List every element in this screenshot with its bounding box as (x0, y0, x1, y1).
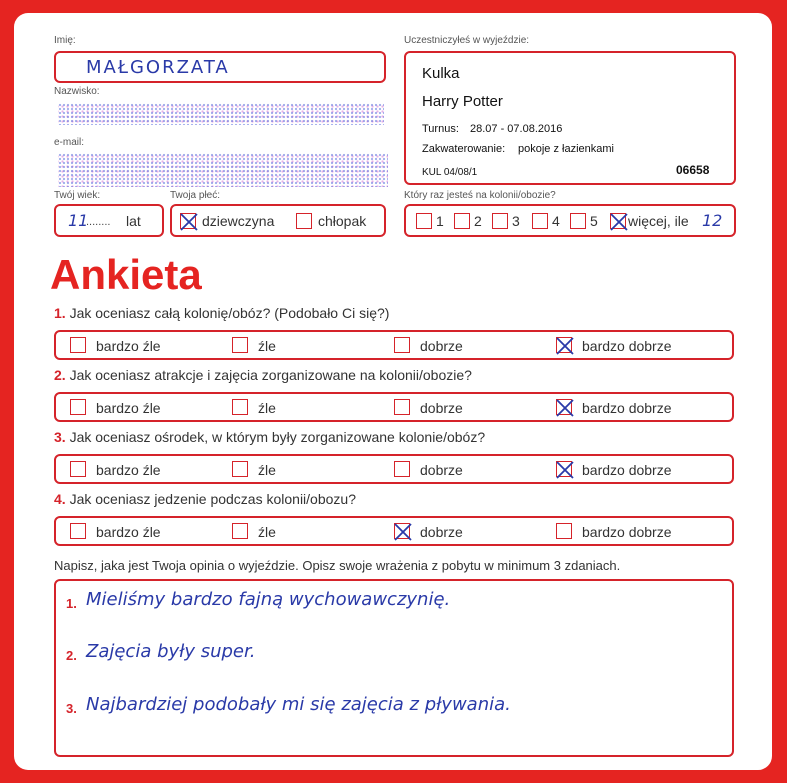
rating-checkbox[interactable] (70, 399, 86, 415)
name-label: Imię: (54, 35, 76, 46)
surname-field[interactable] (54, 100, 386, 126)
times-option-label: 2 (474, 213, 482, 229)
trip-name: Kulka (422, 65, 460, 82)
question-number: 2. (54, 367, 66, 383)
opinion-line-number: 3. (66, 701, 77, 716)
trip-number: 06658 (676, 163, 710, 177)
question-number: 3. (54, 429, 66, 445)
rating-checkbox[interactable] (70, 523, 86, 539)
rating-option-label: źle (258, 524, 276, 540)
age-field[interactable] (54, 204, 164, 237)
question-number: 1. (54, 305, 66, 321)
trip-info-box (404, 51, 736, 185)
times-option-label: 1 (436, 213, 444, 229)
gender-field (170, 204, 386, 237)
trip-theme: Harry Potter (422, 93, 503, 110)
rating-checkbox[interactable] (232, 337, 248, 353)
rating-option-label: bardzo dobrze (582, 400, 672, 416)
rating-checkbox[interactable] (556, 523, 572, 539)
accommodation-value: pokoje z łazienkami (518, 143, 614, 155)
checkbox-chlopak[interactable] (296, 213, 312, 229)
question-label: Jak oceniasz atrakcje i zajęcia zorganizowane na kolonii/obozie? (69, 367, 472, 383)
rating-row (54, 330, 734, 360)
rating-row (54, 392, 734, 422)
check-x-icon (554, 459, 576, 481)
rating-option-label: źle (258, 338, 276, 354)
rating-checkbox[interactable] (394, 523, 410, 539)
rating-option-label: dobrze (420, 400, 463, 416)
age-dots: ........ (86, 216, 111, 228)
rating-option-label: bardzo dobrze (582, 462, 672, 478)
rating-option-label: bardzo źle (96, 338, 161, 354)
rating-checkbox[interactable] (394, 399, 410, 415)
rating-option-label: bardzo źle (96, 524, 161, 540)
rating-row (54, 454, 734, 484)
check-x-icon (608, 211, 630, 233)
rating-option-label: dobrze (420, 524, 463, 540)
rating-option-label: źle (258, 400, 276, 416)
age-unit: lat (126, 213, 141, 229)
question-text (54, 429, 485, 445)
checkbox-times-more[interactable] (610, 213, 626, 229)
accommodation-label: Zakwaterowanie: (422, 143, 506, 155)
opinion-prompt: Napisz, jaka jest Twoja opinia o wyjeździe. Opisz swoje wrażenia z pobytu w minimum 3 zdaniach. (54, 558, 621, 573)
redacted-email (58, 153, 388, 187)
checkbox-times-4[interactable] (532, 213, 548, 229)
times-option-label: 4 (552, 213, 560, 229)
rating-checkbox[interactable] (232, 523, 248, 539)
rating-option-label: bardzo dobrze (582, 338, 672, 354)
question-text (54, 491, 356, 507)
survey-title: Ankieta (50, 251, 202, 298)
rating-row (54, 516, 734, 546)
rating-checkbox[interactable] (556, 399, 572, 415)
opinion-line: Najbardziej podobały mi się zajęcia z pływania. (86, 694, 511, 715)
question-label: Jak oceniasz ośrodek, w którym były zorganizowane kolonie/obóz? (69, 429, 486, 445)
times-field (404, 204, 736, 237)
turnus-value: 28.07 - 07.08.2016 (470, 123, 563, 135)
rating-option-label: dobrze (420, 338, 463, 354)
checkbox-dziewczyna[interactable] (180, 213, 196, 229)
rating-option-label: bardzo źle (96, 462, 161, 478)
checkbox-times-5[interactable] (570, 213, 586, 229)
times-option-label: 3 (512, 213, 520, 229)
times-option-label: więcej, ile (628, 213, 689, 229)
rating-checkbox[interactable] (394, 461, 410, 477)
question-label: Jak oceniasz całą kolonię/obóz? (Podobało Ci się?) (69, 305, 390, 321)
rating-checkbox[interactable] (232, 461, 248, 477)
opinion-line: Mieliśmy bardzo fajną wychowawczynię. (86, 589, 451, 610)
opinion-line-number: 2. (66, 648, 77, 663)
redacted-surname (58, 103, 384, 125)
rating-checkbox[interactable] (394, 337, 410, 353)
trip-code: KUL 04/08/1 (422, 167, 478, 178)
checkbox-times-1[interactable] (416, 213, 432, 229)
question-text (54, 305, 389, 321)
gender-option-label: dziewczyna (202, 213, 275, 229)
question-text (54, 367, 472, 383)
check-x-icon (554, 397, 576, 419)
times-value: 12 (702, 211, 723, 230)
rating-option-label: bardzo źle (96, 400, 161, 416)
name-value: MAŁGORZATA (86, 57, 230, 78)
checkbox-times-3[interactable] (492, 213, 508, 229)
check-x-icon (554, 335, 576, 357)
email-field[interactable] (54, 151, 390, 189)
rating-checkbox[interactable] (232, 399, 248, 415)
name-field[interactable] (54, 51, 386, 83)
survey-sheet (14, 13, 772, 770)
opinion-line: Zajęcia były super. (86, 641, 256, 662)
rating-checkbox[interactable] (556, 337, 572, 353)
rating-option-label: bardzo dobrze (582, 524, 672, 540)
check-x-icon (178, 211, 200, 233)
rating-option-label: dobrze (420, 462, 463, 478)
gender-label: Twoja płeć: (170, 190, 221, 201)
checkbox-times-2[interactable] (454, 213, 470, 229)
gender-option-label: chłopak (318, 213, 367, 229)
participant-label: Uczestniczyłeś w wyjeździe: (404, 35, 530, 46)
times-option-label: 5 (590, 213, 598, 229)
rating-checkbox[interactable] (70, 337, 86, 353)
surname-label: Nazwisko: (54, 86, 100, 97)
opinion-line-number: 1. (66, 596, 77, 611)
rating-checkbox[interactable] (556, 461, 572, 477)
check-x-icon (392, 521, 414, 543)
question-number: 4. (54, 491, 66, 507)
email-label: e-mail: (54, 137, 85, 148)
times-label: Który raz jesteś na kolonii/obozie? (404, 190, 556, 201)
rating-option-label: źle (258, 462, 276, 478)
rating-checkbox[interactable] (70, 461, 86, 477)
age-value: 11 (68, 211, 89, 230)
question-label: Jak oceniasz jedzenie podczas kolonii/obozu? (69, 491, 356, 507)
turnus-label: Turnus: (422, 123, 459, 135)
age-label: Twój wiek: (54, 190, 101, 201)
